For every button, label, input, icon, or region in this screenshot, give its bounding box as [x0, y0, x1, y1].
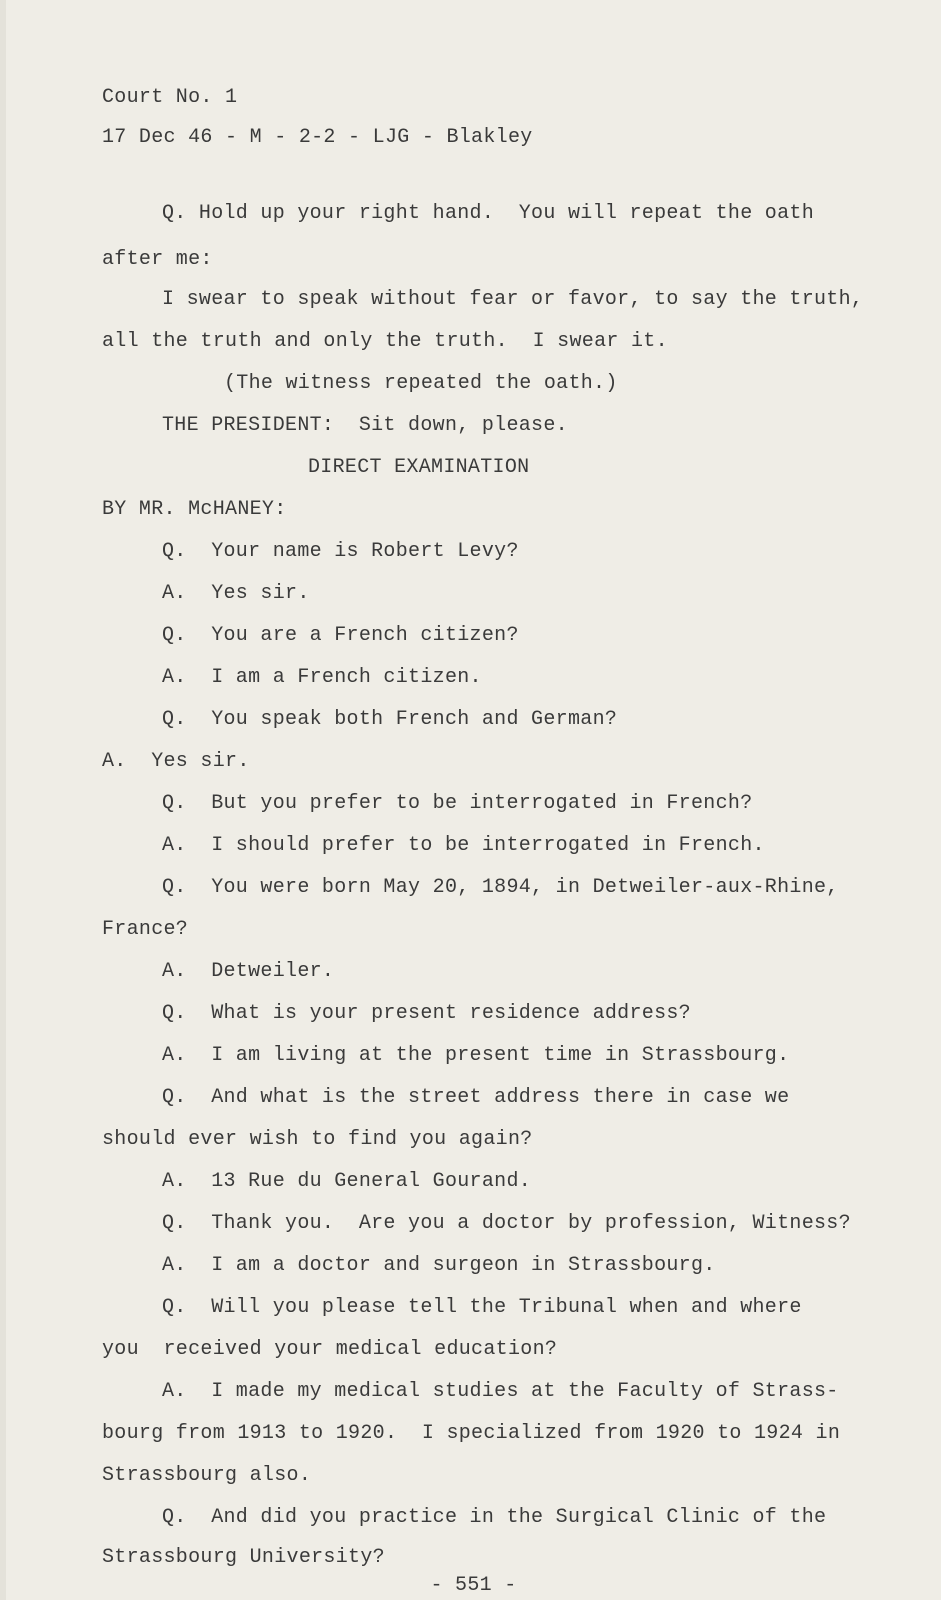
transcript-line: Q. Will you please tell the Tribunal when and where	[162, 1296, 802, 1319]
transcript-line: A. I should prefer to be interrogated in French.	[162, 834, 765, 857]
transcript-line: you received your medical education?	[102, 1338, 558, 1361]
page-number: - 551 -	[430, 1574, 517, 1597]
transcript-line: should ever wish to find you again?	[102, 1128, 533, 1151]
transcript-line: France?	[102, 918, 189, 941]
transcript-line: Q. Hold up your right hand. You will repeat the oath	[162, 202, 815, 225]
transcript-line: (The witness repeated the oath.)	[224, 372, 618, 395]
transcript-line: Q. Your name is Robert Levy?	[162, 540, 519, 563]
session-header: 17 Dec 46 - M - 2-2 - LJG - Blakley	[102, 126, 533, 149]
transcript-line: A. I am living at the present time in Strassbourg.	[162, 1044, 790, 1067]
transcript-line: Q. And what is the street address there in case we	[162, 1086, 790, 1109]
transcript-line: Q. Thank you. Are you a doctor by profession, Witness?	[162, 1212, 851, 1235]
transcript-line: Q. But you prefer to be interrogated in French?	[162, 792, 753, 815]
transcript-line: A. I am a doctor and surgeon in Strassbourg.	[162, 1254, 716, 1277]
transcript-line: Strassbourg also.	[102, 1464, 312, 1487]
transcript-line: Q. You are a French citizen?	[162, 624, 519, 647]
examiner-line: BY MR. McHANEY:	[102, 498, 287, 521]
transcript-line: Q. You were born May 20, 1894, in Detweiler-aux-Rhine,	[162, 876, 839, 899]
transcript-line: A. Yes sir.	[162, 582, 310, 605]
court-header: Court No. 1	[102, 86, 238, 109]
transcript-line: A. I made my medical studies at the Faculty of Strass-	[162, 1380, 839, 1403]
transcript-line: all the truth and only the truth. I swear it.	[102, 330, 668, 353]
transcript-line: Q. You speak both French and German?	[162, 708, 618, 731]
transcript-line: A. Detweiler.	[162, 960, 335, 983]
transcript-line: Q. What is your present residence address?	[162, 1002, 691, 1025]
transcript-line: THE PRESIDENT: Sit down, please.	[162, 414, 568, 437]
transcript-line: Strassbourg University?	[102, 1546, 385, 1569]
transcript-line: A. 13 Rue du General Gourand.	[162, 1170, 532, 1193]
transcript-line: A. I am a French citizen.	[162, 666, 482, 689]
transcript-line: Q. And did you practice in the Surgical Clinic of the	[162, 1506, 827, 1529]
transcript-line: A. Yes sir.	[102, 750, 250, 773]
transcript-line: bourg from 1913 to 1920. I specialized from 1920 to 1924 in	[102, 1422, 841, 1445]
transcript-line: I swear to speak without fear or favor, to say the truth,	[162, 288, 864, 311]
section-heading: DIRECT EXAMINATION	[308, 456, 530, 479]
transcript-line: after me:	[102, 248, 213, 271]
